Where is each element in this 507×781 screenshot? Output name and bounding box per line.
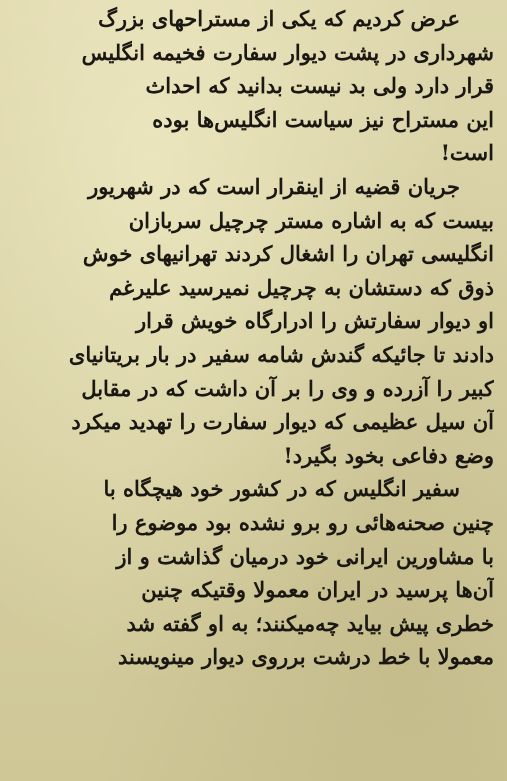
text-line: معمولا با خط درشت برروی دیوار مینویسند <box>118 644 494 670</box>
text-line: است! <box>440 140 494 166</box>
text-line: قرار دارد ولی بد نیست بدانید که احداث <box>145 73 494 99</box>
text-line: ذوق که دستشان به چرچیل نمیرسید علیرغم <box>109 274 494 300</box>
text-line: جریان قضیه از اینقرار است که در شهریور <box>88 173 460 199</box>
text-line: آن‌ها پرسید در ایران معمولا وقتیکه چنین <box>141 577 494 603</box>
text-line: او دیوار سفارتش را ادرارگاه خویش قرار <box>136 308 494 334</box>
text-line: کبیر را آزرده و وی را بر آن داشت که در مقابل <box>81 375 494 401</box>
text-line: انگلیسی تهران را اشغال کردند تهرانیهای خوش <box>82 241 494 267</box>
text-line: شهرداری در پشت دیوار سفارت فخیمه انگلیس <box>81 39 494 65</box>
text-line: سفیر انگلیس که در کشور خود هیچگاه با <box>103 476 460 502</box>
text-line: وضع دفاعی بخود بگیرد! <box>283 442 494 468</box>
paragraph-3 <box>18 472 494 674</box>
text-line: خطری پیش بیاید چه‌میکنند؛ به او گفته شد <box>126 610 494 636</box>
text-line: بیست که به اشاره مستر چرچیل سربازان <box>128 207 494 233</box>
paragraph-2 <box>18 170 494 472</box>
text-line: با مشاورین ایرانی خود درمیان گذاشت و از <box>116 543 494 569</box>
paragraph-1 <box>18 2 494 170</box>
text-line: دادند تا جائیکه گندش شامه سفیر در بار بریتانیای <box>68 341 494 367</box>
article-column <box>18 2 494 674</box>
text-line: چنین صحنه‌هائی رو برو نشده بود موضوع را <box>111 509 494 535</box>
text-line: آن سیل عظیمی که دیوار سفارت را تهدید میکرد <box>71 409 494 435</box>
text-line: عرض کردیم که یکی از مستراحهای بزرگ <box>98 6 460 31</box>
text-line: این مستراح نیز سیاست انگلیس‌ها بوده <box>152 106 494 132</box>
